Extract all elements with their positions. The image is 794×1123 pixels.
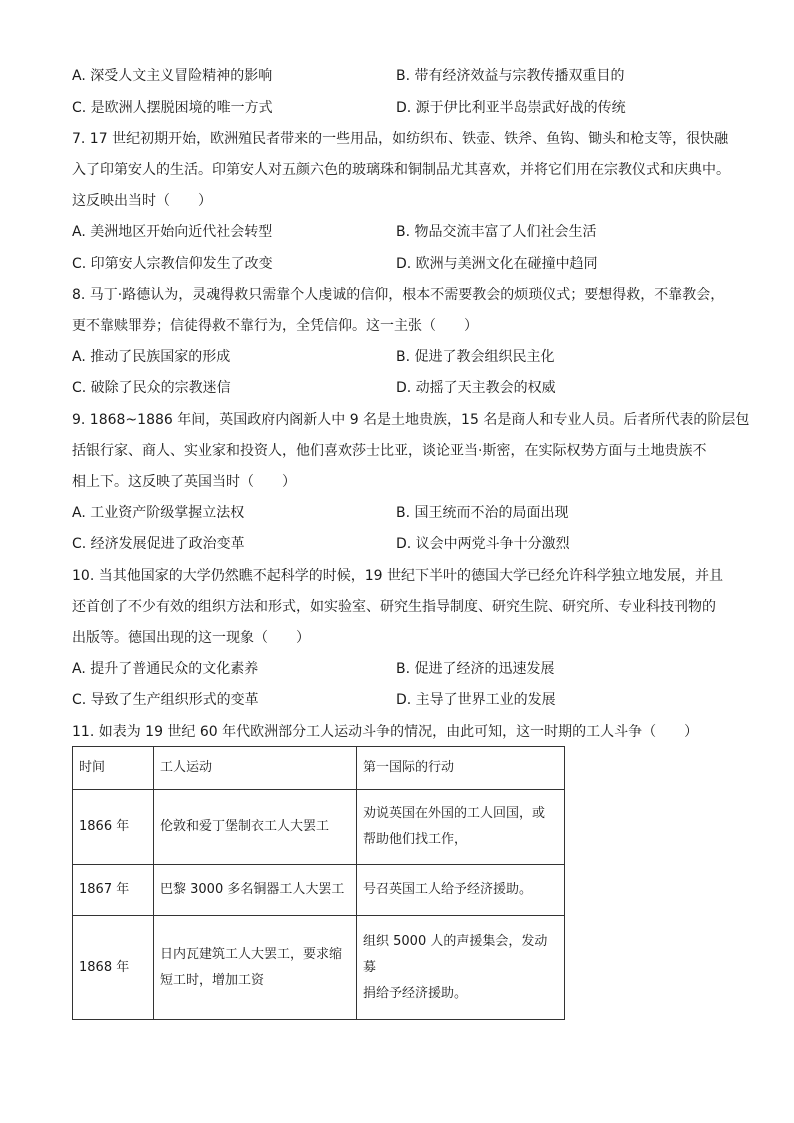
row-1866-action (357, 790, 565, 865)
q10-option-c[interactable]: C. 导致了生产组织形式的变革 (72, 692, 259, 708)
q9-option-d[interactable]: D. 议会中两党斗争十分激烈 (396, 536, 570, 552)
q7-stem-line-1: 7. 17 世纪初期开始，欧洲殖民者带来的一些用品，如纺织布、铁壶、铁斧、鱼钩、锄头和枪支等，很快融 (72, 131, 729, 147)
row-1866-time: 1866 年 (73, 790, 154, 865)
row-1866-movement (154, 790, 357, 865)
q10-option-a[interactable]: A. 提升了普通民众的文化素养 (72, 661, 259, 677)
cell-line: 日内瓦建筑工人大罢工，要求缩 (160, 946, 343, 962)
q7-option-b[interactable]: B. 物品交流丰富了人们社会生活 (396, 224, 597, 240)
workers-movement-table (72, 746, 565, 1020)
cell-line: 号召英国工人给予经济援助。 (363, 882, 533, 897)
row-1868-time: 1868 年 (73, 916, 154, 1020)
row-1868-movement (154, 916, 357, 1020)
table-row (73, 865, 565, 916)
q8-option-b[interactable]: B. 促进了教会组织民主化 (396, 349, 555, 365)
q9-option-b[interactable]: B. 国王统而不治的局面出现 (396, 505, 569, 521)
q8-stem-line-2: 更不靠赎罪券；信徒得救不靠行为，全凭信仰。这一主张（ ） (72, 318, 478, 334)
q6-option-b[interactable]: B. 带有经济效益与宗教传播双重目的 (396, 68, 625, 84)
row-1867-action (357, 865, 565, 916)
cell-line: 伦敦和爱丁堡制衣工人大罢工 (160, 819, 330, 834)
q8-option-a[interactable]: A. 推动了民族国家的形成 (72, 349, 231, 365)
header-movement: 工人运动 (154, 747, 357, 790)
row-1867-time: 1867 年 (73, 865, 154, 916)
cell-line: 短工时，增加工资 (160, 972, 265, 988)
table-row (73, 916, 565, 1020)
q9-option-a[interactable]: A. 工业资产阶级掌握立法权 (72, 505, 245, 521)
q7-option-a[interactable]: A. 美洲地区开始向近代社会转型 (72, 224, 273, 240)
row-1867-movement (154, 865, 357, 916)
row-1868-action (357, 916, 565, 1020)
table-header-row (73, 747, 565, 790)
q8-option-d[interactable]: D. 动摇了天主教会的权威 (396, 380, 556, 396)
q10-option-d[interactable]: D. 主导了世界工业的发展 (396, 692, 556, 708)
q9-option-c[interactable]: C. 经济发展促进了政治变革 (72, 536, 245, 552)
q9-stem-line-2: 括银行家、商人、实业家和投资人，他们喜欢莎士比亚，谈论亚当·斯密，在实际权势方面与土地贵族不 (72, 443, 707, 459)
table-row (73, 790, 565, 865)
q10-stem-line-3: 出版等。德国出现的这一现象（ ） (72, 630, 310, 646)
q7-option-c[interactable]: C. 印第安人宗教信仰发生了改变 (72, 256, 273, 272)
cell-line: 组织 5000 人的声援集会，发动 (363, 933, 548, 949)
header-time: 时间 (73, 747, 154, 790)
q6-option-c[interactable]: C. 是欧洲人摆脱困境的唯一方式 (72, 100, 273, 116)
cell-line: 劝说英国在外国的工人回国，或 (363, 806, 546, 821)
cell-line: 捐给予经济援助。 (363, 985, 468, 1001)
q10-stem-line-2: 还首创了不少有效的组织方法和形式，如实验室、研究生指导制度、研究生院、研究所、专业科技刊物的 (72, 599, 716, 615)
q11-stem: 11. 如表为 19 世纪 60 年代欧洲部分工人运动斗争的情况，由此可知，这一时期的工人斗争（ ） (72, 724, 699, 740)
q8-option-c[interactable]: C. 破除了民众的宗教迷信 (72, 380, 231, 396)
header-action: 第一国际的行动 (357, 747, 565, 790)
q10-stem-line-1: 10. 当其他国家的大学仍然瞧不起科学的时候，19 世纪下半叶的德国大学已经允许科学独立地发展，并且 (72, 568, 723, 584)
q8-stem-line-1: 8. 马丁·路德认为，灵魂得救只需靠个人虔诚的信仰，根本不需要教会的烦琐仪式；要想得救，不靠教会， (72, 287, 725, 303)
q6-option-a[interactable]: A. 深受人文主义冒险精神的影响 (72, 68, 273, 84)
q7-option-d[interactable]: D. 欧洲与美洲文化在碰撞中趋同 (396, 256, 598, 272)
q9-stem-line-3: 相上下。这反映了英国当时（ ） (72, 474, 296, 490)
cell-line: 巴黎 3000 多名铜器工人大罢工 (160, 882, 345, 897)
q10-option-b[interactable]: B. 促进了经济的迅速发展 (396, 661, 555, 677)
q6-option-d[interactable]: D. 源于伊比利亚半岛崇武好战的传统 (396, 100, 626, 116)
q7-stem-line-3: 这反映出当时（ ） (72, 193, 212, 209)
q9-stem-line-1: 9. 1868~1886 年间，英国政府内阁新人中 9 名是土地贵族，15 名是商人和专业人员。后者所代表的阶层包 (72, 412, 750, 428)
cell-line: 帮助他们找工作， (363, 832, 468, 847)
q7-stem-line-2: 入了印第安人的生活。印第安人对五颜六色的玻璃珠和铜制品尤其喜欢，并将它们用在宗教仪式和庆典中。 (72, 162, 730, 178)
cell-line: 募 (363, 959, 377, 975)
